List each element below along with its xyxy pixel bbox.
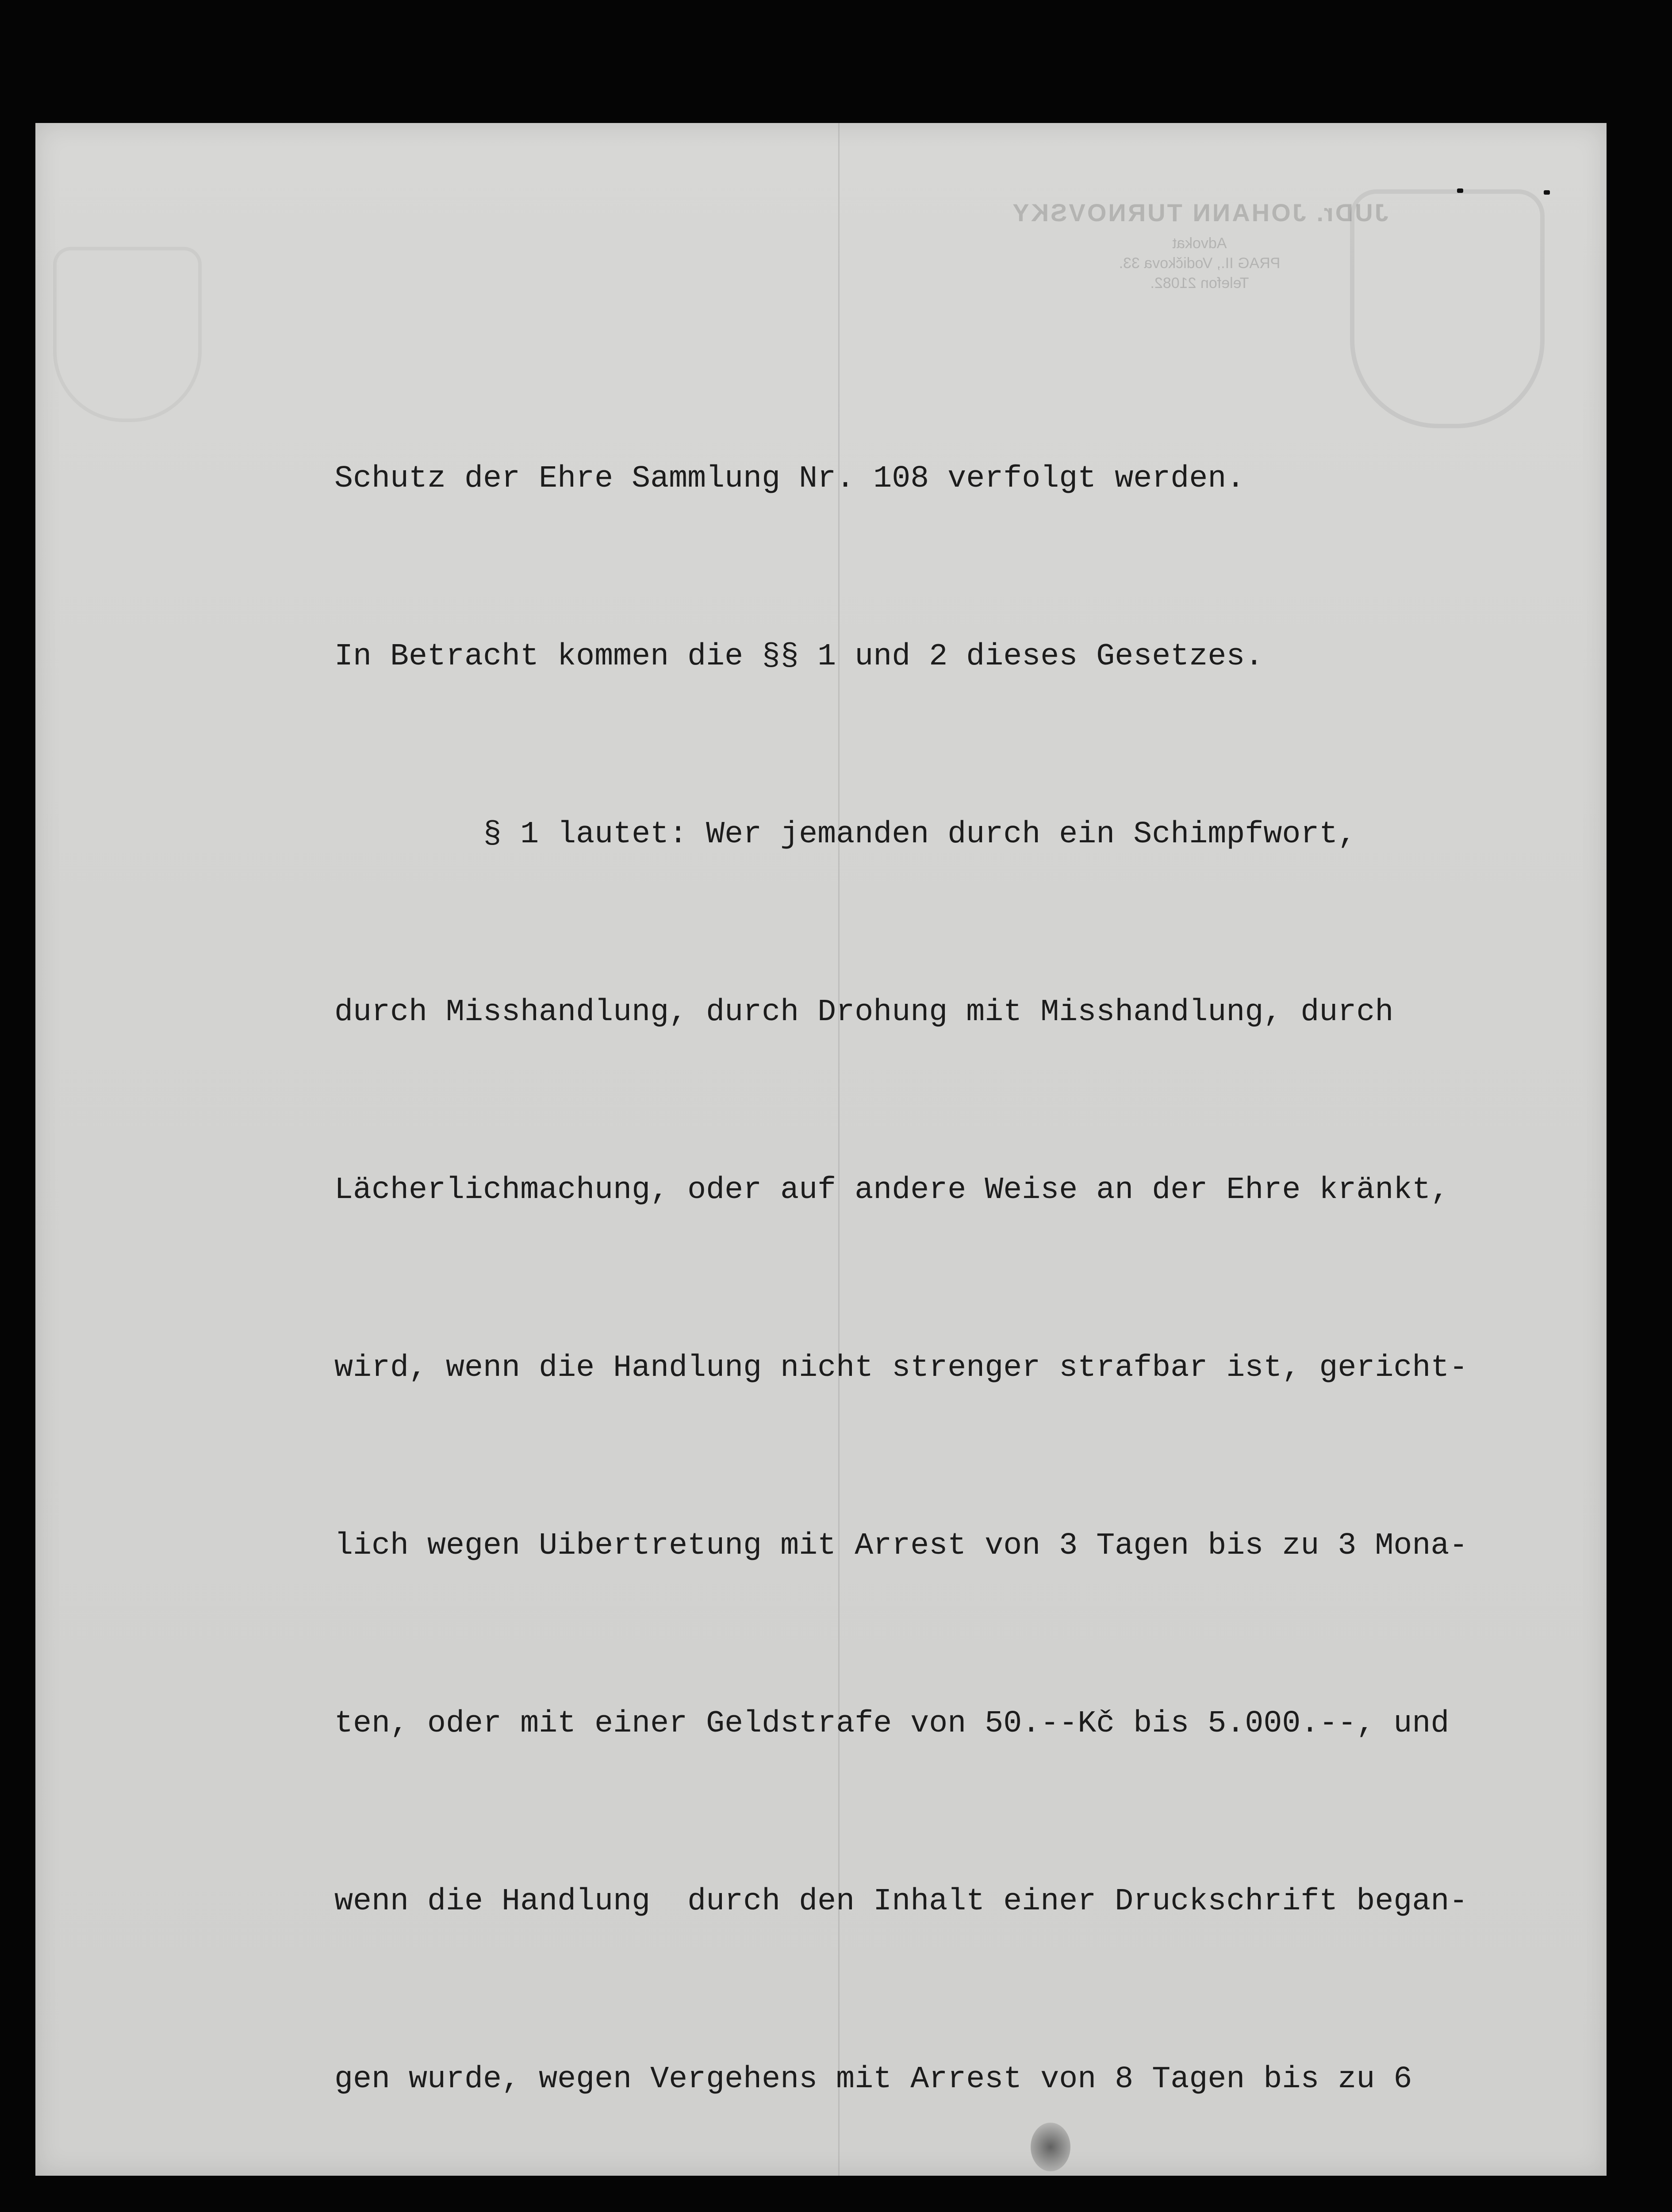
text-line: In Betracht kommen die §§ 1 und 2 dieses Gesetzes.	[334, 639, 1264, 674]
text-line: wird, wenn die Handlung nicht strenger strafbar ist, gericht-	[334, 1351, 1468, 1386]
text-line: Schutz der Ehre Sammlung Nr. 108 verfolgt werden.	[334, 461, 1245, 496]
text-line: lich wegen Uibertretung mit Arrest von 3 Tagen bis zu 3 Mona-	[334, 1528, 1468, 1563]
text-line: Lächerlichmachung, oder auf andere Weise an der Ehre kränkt,	[334, 1173, 1450, 1208]
letterhead-phone: Telefon 21082.	[1150, 275, 1249, 292]
ink-smudge	[1031, 2123, 1070, 2171]
ink-mark	[1544, 190, 1550, 195]
typewritten-body	[334, 331, 1607, 2176]
letterhead-role: Advokat	[1172, 235, 1227, 252]
faint-stamp-left	[53, 247, 202, 422]
text-line: § 1 lautet: Wer jemanden durch ein Schimpfwort,	[334, 817, 1357, 852]
letterhead-address: PRAG II., Vodičkova 33.	[1119, 255, 1281, 272]
text-line: ten, oder mit einer Geldstrafe von 50.--Kč bis 5.000.--, und	[334, 1706, 1450, 1741]
text-line: durch Misshandlung, durch Drohung mit Misshandlung, durch	[334, 995, 1394, 1030]
ink-mark	[1457, 188, 1463, 193]
text-line: wenn die Handlung durch den Inhalt einer Druckschrift began-	[334, 1884, 1468, 1919]
letterhead-name: JUDr. JOHANN TURNOVSKY	[1011, 199, 1388, 227]
letterhead-bleedthrough	[978, 198, 1421, 295]
text-line: gen wurde, wegen Vergehens mit Arrest von 8 Tagen bis zu 6	[334, 2062, 1412, 2097]
paper-sheet	[35, 123, 1607, 2176]
